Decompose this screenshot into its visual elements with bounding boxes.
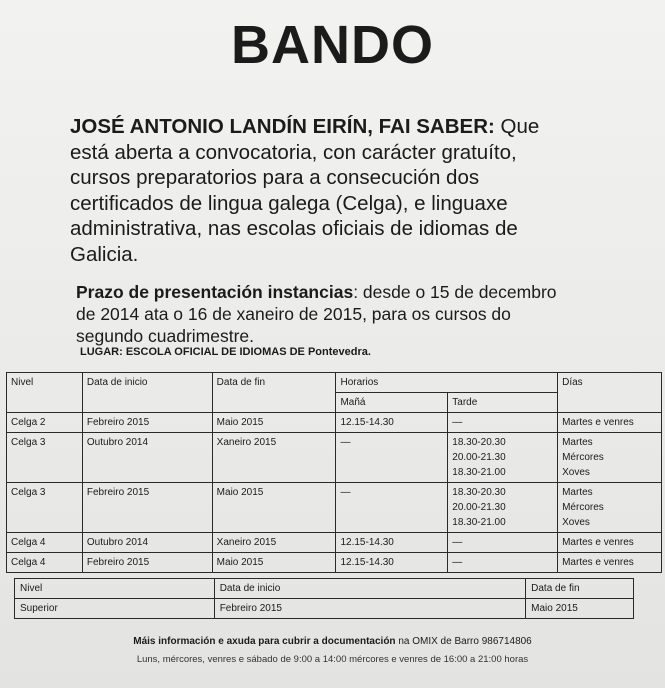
schedule-cell-dias: Martes Mércores Xoves xyxy=(558,433,662,483)
schedule-row xyxy=(7,483,662,533)
schedule-header-row xyxy=(7,373,662,393)
intro-text: Que está aberta a convocatoria, con carácter gratuíto, cursos preparatorios para a consecución dos certificados de lingua galega (Celga), e linguaxe administrativa, nas escolas oficiais de idiomas de Galicia. xyxy=(70,115,540,266)
footer-info-phone: na OMIX de Barro 986714806 xyxy=(395,636,532,647)
header-fin: Data de fin xyxy=(212,373,336,413)
schedule-cell-nivel: Celga 3 xyxy=(7,483,83,533)
schedule-table xyxy=(6,372,662,573)
header-nivel: Nivel xyxy=(7,373,83,413)
deadline-text: : desde o 15 de decembro de 2014 ata o 16 de xaneiro de 2015, para os cursos do segundo cuadrimestre. xyxy=(76,282,557,346)
schedule-cell-nivel: Celga 4 xyxy=(7,533,83,553)
levels-header-inicio: Data de inicio xyxy=(214,579,525,599)
schedule-cell-inicio: Febreiro 2015 xyxy=(82,553,212,573)
schedule-cell-fin: Xaneiro 2015 xyxy=(212,533,336,553)
intro-announcer: JOSÉ ANTONIO LANDÍN EIRÍN, FAI SABER: xyxy=(70,115,495,138)
deadline-paragraph xyxy=(76,281,566,347)
schedule-row xyxy=(7,413,662,433)
schedule-cell-tarde: 18.30-20.30 20.00-21.30 18.30-21.00 xyxy=(448,433,558,483)
schedule-cell-dias: Martes e venres xyxy=(558,413,662,433)
deadline-label: Prazo de presentación instancias xyxy=(76,282,354,302)
schedule-cell-dias: Martes e venres xyxy=(558,553,662,573)
header-mana: Mañá xyxy=(336,393,448,413)
schedule-cell-inicio: Febreiro 2015 xyxy=(82,413,212,433)
intro-paragraph xyxy=(70,114,570,267)
schedule-cell-tarde: 18.30-20.30 20.00-21.30 18.30-21.00 xyxy=(448,483,558,533)
schedule-row xyxy=(7,433,662,483)
location-line: LUGAR: ESCOLA OFICIAL DE IDIOMAS DE Pontevedra. xyxy=(80,346,371,358)
schedule-cell-inicio: Outubro 2014 xyxy=(82,533,212,553)
schedule-cell-dias: Martes e venres xyxy=(558,533,662,553)
schedule-cell-fin: Xaneiro 2015 xyxy=(212,433,336,483)
schedule-cell-inicio: Febreiro 2015 xyxy=(82,483,212,533)
footer-hours-line: Luns, mércores, venres e sábado de 9:00 a 14:00 mércores e venres de 16:00 a 21:00 horas xyxy=(136,654,529,665)
schedule-cell-mana: 12.15-14.30 xyxy=(336,533,448,553)
notice-title: BANDO xyxy=(231,15,434,75)
levels-row xyxy=(15,599,634,619)
levels-header-nivel: Nivel xyxy=(15,579,215,599)
schedule-cell-tarde: — xyxy=(448,553,558,573)
levels-table xyxy=(14,578,634,619)
schedule-cell-inicio: Outubro 2014 xyxy=(82,433,212,483)
footer-info-line xyxy=(0,636,665,647)
header-inicio: Data de inicio xyxy=(82,373,212,413)
levels-header-fin: Data de fin xyxy=(526,579,634,599)
levels-cell-fin: Maio 2015 xyxy=(526,599,634,619)
schedule-cell-fin: Maio 2015 xyxy=(212,413,336,433)
schedule-cell-mana: 12.15-14.30 xyxy=(336,553,448,573)
levels-header-row xyxy=(15,579,634,599)
schedule-cell-tarde: — xyxy=(448,413,558,433)
header-dias: Días xyxy=(558,373,662,413)
header-tarde: Tarde xyxy=(448,393,558,413)
levels-cell-nivel: Superior xyxy=(15,599,215,619)
schedule-cell-mana: 12.15-14.30 xyxy=(336,413,448,433)
levels-cell-inicio: Febreiro 2015 xyxy=(214,599,525,619)
footer-info-bold: Máis información e axuda para cubrir a documentación xyxy=(133,636,396,647)
schedule-row xyxy=(7,533,662,553)
schedule-cell-nivel: Celga 3 xyxy=(7,433,83,483)
schedule-cell-tarde: — xyxy=(448,533,558,553)
schedule-cell-nivel: Celga 4 xyxy=(7,553,83,573)
schedule-cell-dias: Martes Mércores Xoves xyxy=(558,483,662,533)
schedule-cell-nivel: Celga 2 xyxy=(7,413,83,433)
schedule-cell-mana: — xyxy=(336,433,448,483)
schedule-cell-fin: Maio 2015 xyxy=(212,553,336,573)
schedule-cell-mana: — xyxy=(336,483,448,533)
schedule-row xyxy=(7,553,662,573)
header-horarios: Horarios xyxy=(336,373,558,393)
schedule-cell-fin: Maio 2015 xyxy=(212,483,336,533)
